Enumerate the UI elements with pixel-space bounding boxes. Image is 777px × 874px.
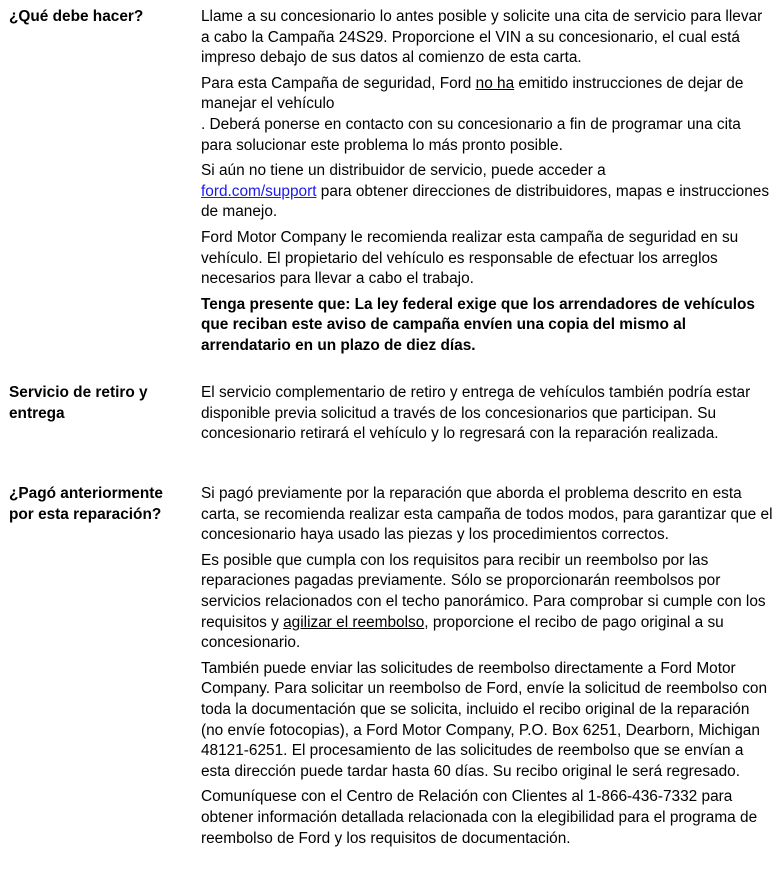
paragraph: Llame a su concesionario lo antes posible y solicite una cita de servicio para llevar a cabo la Campaña 24S29. Proporcione el VIN a su concesionario, el cual está impreso debajo de sus datos al comienzo de esta carta. [201,8,763,67]
ford-support-link[interactable]: ford.com/support [201,182,317,200]
notice-paragraph: Tenga presente que: La ley federal exige que los arrendadores de vehículos que reciban este aviso de campaña envíen una copia del mismo al arrendatario en un plazo de diez días. [201,295,755,354]
underlined-text: agilizar el reembolso [283,613,425,631]
paragraph: Comuníquese con el Centro de Relación con Clientes al 1-866-436-7332 para obtener información detallada relacionada con la elegibilidad para el programa de reembolso de Ford y los requisitos de documentación. [201,788,758,847]
underlined-text: no ha [475,74,515,92]
text-span: emitido instrucciones de dejar de manejar el vehículo [201,74,744,113]
section-body [201,7,773,362]
section-label: ¿Pagó anteriormente por esta reparación? [9,485,163,523]
paragraph [201,551,773,654]
text-span: , proporcione el recibo de pago original a su concesionario. [201,613,724,652]
paragraph: Ford Motor Company le recomienda realizar esta campaña de seguridad en su vehículo. El propietario del vehículo es responsable de efectuar los arreglos necesarios para llevar a cabo el trabajo. [201,228,739,288]
paragraph: También puede enviar las solicitudes de reembolso directamente a Ford Motor Company. Para solicitar un reembolso de Ford, envíe la solicitud de reembolso con toda la documentación que se solicita, incluido el recibo original de la reparación (no envíe fotocopias), a Ford Motor Company, P.O. Box 6251, Dearborn, Michigan 48121-6251. El procesamiento de las solicitudes de reembolso que se envían a esta dirección puede tardar hasta 60 días. Su recibo original le será regresado. [201,659,768,780]
text-span: para obtener direcciones de distribuidores, mapas e instrucciones de manejo. [201,182,770,221]
text-span: Es posible que cumpla con los requisitos para recibir un reembolso por las reparaciones pagadas previamente. Sólo se proporcionarán reembolsos por servicios relacionados con el techo panorámico. Para comprobar si cumple con los requisitos y [201,551,766,631]
paragraph [201,161,773,223]
section-label: ¿Qué debe hacer? [9,8,144,25]
text-span: . Deberá ponerse en contacto con su concesionario a fin de programar una cita para solucionar este problema lo más pronto posible. [201,115,741,154]
paragraph [201,74,773,156]
section-body [201,383,773,450]
section-body [201,484,773,854]
section-label: Servicio de retiro y entrega [9,384,148,422]
paragraph: Si pagó previamente por la reparación que aborda el problema descrito en esta carta, se recomienda realizar esta campaña de todos modos, para garantizar que el concesionario haya usado las piezas y los procedimientos correctos. [201,485,773,544]
text-span: Si aún no tiene un distribuidor de servicio, puede acceder a [201,162,606,180]
paragraph: El servicio complementario de retiro y entrega de vehículos también podría estar disponible previa solicitud a través de los concesionarios que participan. Su concesionario retirará el vehículo y lo regresará con la reparación realizada. [201,384,751,443]
text-span: Para esta Campaña de seguridad, Ford [201,74,476,92]
